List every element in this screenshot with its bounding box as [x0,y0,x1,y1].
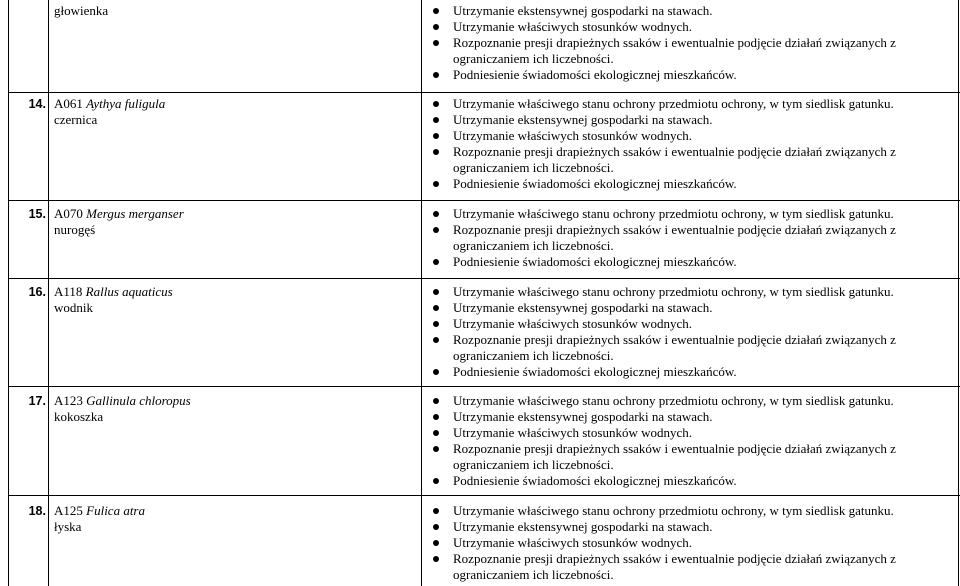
row-number: 18. [28,504,46,518]
species-code: A125 [54,503,83,518]
table-border-left [8,0,9,586]
species-code: A061 [54,96,83,111]
list-item: Utrzymanie właściwych stosunków wodnych. [428,128,954,144]
list-item: Utrzymanie właściwych stosunków wodnych. [428,316,954,332]
list-item: Rozpoznanie presji drapieżnych ssaków i ewentualnie podjęcie działań związanych z ograniczaniem ich liczebności. [428,144,954,176]
species-latin-name: Aythya fuligula [86,96,166,111]
species-cell [54,206,414,238]
list-item: Podniesienie świadomości ekologicznej mieszkańców. [428,254,954,270]
species-latin-name: Mergus merganser [86,206,184,221]
row-divider [8,386,960,387]
list-item: Utrzymanie właściwego stanu ochrony przedmiotu ochrony, w tym siedlisk gatunku. [428,503,954,519]
list-item: Utrzymanie właściwego stanu ochrony przedmiotu ochrony, w tym siedlisk gatunku. [428,393,954,409]
species-latin-name: Gallinula chloropus [86,393,191,408]
species-cell [54,503,414,535]
species-cell [54,3,414,19]
list-item: Utrzymanie ekstensywnej gospodarki na stawach. [428,519,954,535]
list-item: Rozpoznanie presji drapieżnych ssaków i ewentualnie podjęcie działań związanych z ograniczaniem ich liczebności. [428,35,954,67]
row-number: 14. [28,97,46,111]
list-item: Utrzymanie właściwych stosunków wodnych. [428,535,954,551]
list-item: Utrzymanie ekstensywnej gospodarki na stawach. [428,3,954,19]
table-border-right [958,0,959,586]
species-cell [54,96,414,128]
row-divider [8,278,960,279]
list-item: Utrzymanie ekstensywnej gospodarki na stawach. [428,300,954,316]
list-item: Podniesienie świadomości ekologicznej mieszkańców. [428,473,954,489]
list-item: Utrzymanie ekstensywnej gospodarki na stawach. [428,409,954,425]
list-item: Utrzymanie właściwego stanu ochrony przedmiotu ochrony, w tym siedlisk gatunku. [428,284,954,300]
list-item: Utrzymanie właściwych stosunków wodnych. [428,425,954,441]
species-latin-name: Rallus aquaticus [85,284,173,299]
list-item: Rozpoznanie presji drapieżnych ssaków i ewentualnie podjęcie działań związanych z ograniczaniem ich liczebności. [428,551,954,583]
list-item: Rozpoznanie presji drapieżnych ssaków i ewentualnie podjęcie działań związanych z ograniczaniem ich liczebności. [428,222,954,254]
table-divider-num [48,0,49,586]
goals-list [428,96,954,192]
list-item: Rozpoznanie presji drapieżnych ssaków i ewentualnie podjęcie działań związanych z ograniczaniem ich liczebności. [428,441,954,473]
species-polish-name: głowienka [54,3,109,18]
species-polish-name: czernica [54,112,98,127]
species-cell [54,284,414,316]
species-polish-name: nurogęś [54,222,96,237]
table-divider-species [421,0,422,586]
species-latin-name: Fulica atra [86,503,145,518]
species-polish-name: wodnik [54,300,93,315]
row-divider [8,495,960,496]
row-number: 17. [28,394,46,408]
goals-list [428,3,954,83]
list-item: Podniesienie świadomości ekologicznej mieszkańców. [428,364,954,380]
row-divider [8,200,960,201]
list-item: Utrzymanie właściwego stanu ochrony przedmiotu ochrony, w tym siedlisk gatunku. [428,96,954,112]
species-code: A070 [54,206,83,221]
list-item: Utrzymanie ekstensywnej gospodarki na stawach. [428,112,954,128]
list-item: Utrzymanie właściwego stanu ochrony przedmiotu ochrony, w tym siedlisk gatunku. [428,206,954,222]
goals-list [428,206,954,270]
list-item: Podniesienie świadomości ekologicznej mieszkańców. [428,176,954,192]
goals-list [428,284,954,380]
row-number: 16. [28,285,46,299]
species-cell [54,393,414,425]
species-polish-name: kokoszka [54,409,104,424]
species-code: A118 [54,284,83,299]
goals-list [428,393,954,489]
species-code: A123 [54,393,83,408]
row-number: 15. [28,207,46,221]
row-divider [8,92,960,93]
list-item: Podniesienie świadomości ekologicznej mieszkańców. [428,67,954,83]
list-item: Utrzymanie właściwych stosunków wodnych. [428,19,954,35]
list-item: Rozpoznanie presji drapieżnych ssaków i ewentualnie podjęcie działań związanych z ograniczaniem ich liczebności. [428,332,954,364]
goals-list [428,503,954,583]
species-polish-name: łyska [54,519,82,534]
